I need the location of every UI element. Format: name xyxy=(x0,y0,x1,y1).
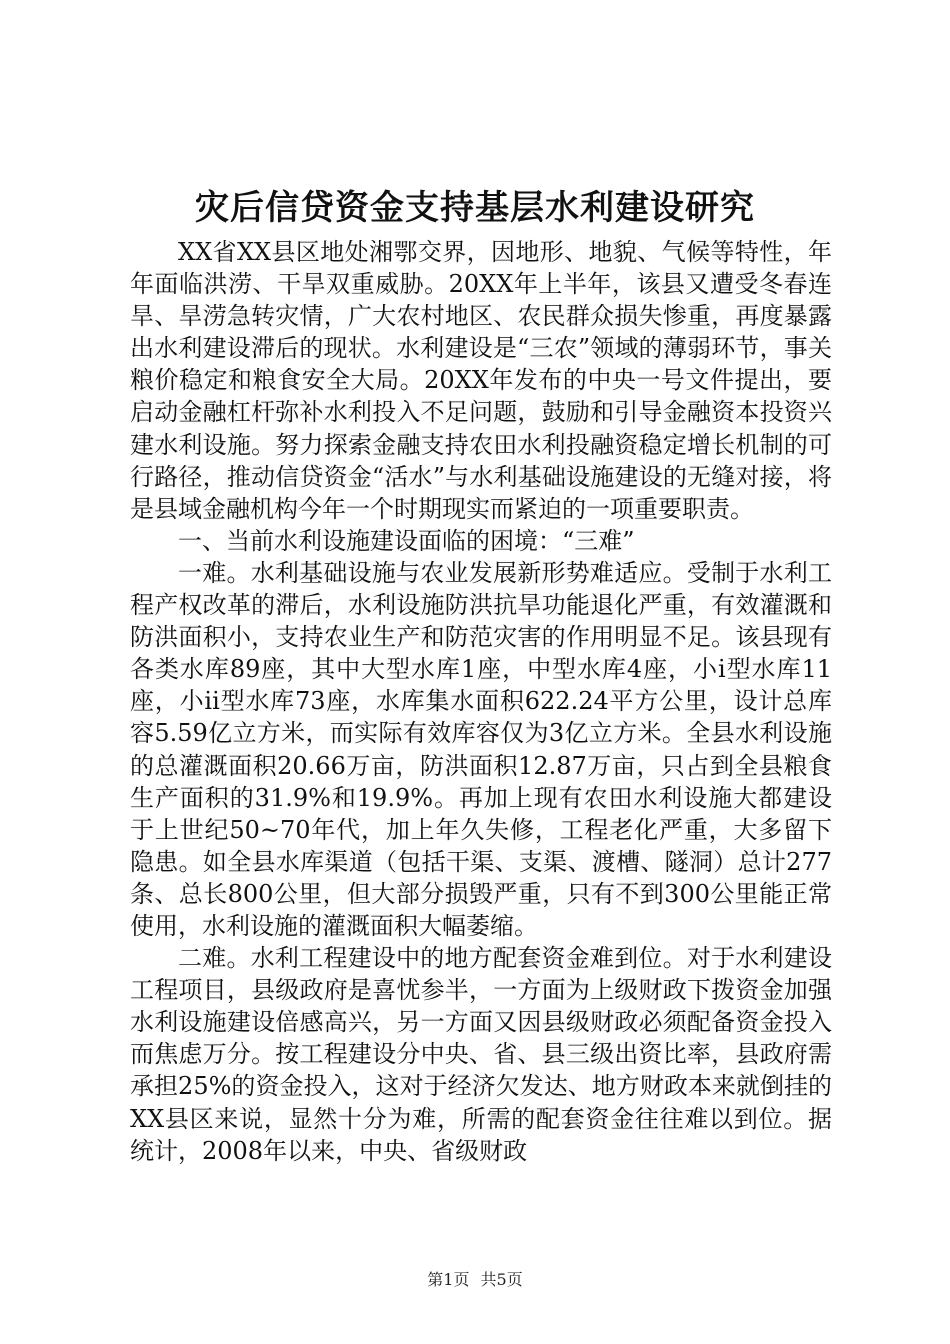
document-title: 灾后信贷资金支持基层水利建设研究 xyxy=(195,188,755,228)
paragraph-difficulty-one: 一难。水利基础设施与农业发展新形势难适应。受制于水利工程产权改革的滞后，水利设施防洪抗旱功能退化严重，有效灌溉和防洪面积小，支持农业生产和防范灾害的作用明显不足。该县现有各类水库89座，其中大型水库1座，中型水库4座，小i型水库11座，小ii型水库73座，水库集水面积622.24平方公里，设计总库容5.59亿立方米，而实际有效库容仅为3亿立方米。全县水利设施的总灌溉面积20.66万亩，防洪面积12.87万亩，只占到全县粮食生产面积的31.9%和19.9%。再加上现有农田水利设施大都建设于上世纪50~70年代，加上年久失修，工程老化严重，大多留下隐患。如全县水库渠道（包括干渠、支渠、渡槽、隧洞）总计277条、总长800公里，但大部分损毁严重，只有不到300公里能正常使用，水利设施的灌溉面积大幅萎缩。 xyxy=(130,558,832,940)
page-number: 第1页 xyxy=(427,1270,470,1289)
page-footer xyxy=(0,1270,950,1290)
document-body xyxy=(130,236,832,1167)
paragraph-difficulty-two: 二难。水利工程建设中的地方配套资金难到位。对于水利建设工程项目，县级政府是喜忧参半，一方面为上级财政下拨资金加强水利设施建设倍感高兴，另一方面又因县级财政必须配备资金投入而焦虑万分。按工程建设分中央、省、县三级出资比率，县政府需承担25%的资金投入，这对于经济欠发达、地方财政本来就倒挂的XX县区来说，显然十分为难，所需的配套资金往往难以到位。据统计，2008年以来，中央、省级财政 xyxy=(130,944,832,1165)
page-total: 共5页 xyxy=(480,1270,523,1289)
paragraph-intro: XX省XX县区地处湘鄂交界，因地形、地貌、气候等特性，年年面临洪涝、干旱双重威胁。20XX年上半年，该县又遭受冬春连旱、旱涝急转灾情，广大农村地区、农民群众损失惨重，再度暴露出水利建设滞后的现状。水利建设是“三农”领域的薄弱环节，事关粮价稳定和粮食安全大局。20XX年发布的中央一号文件提出，要启动金融杠杆弥补水利投入不足问题，鼓励和引导金融资本投资兴建水利设施。努力探索金融支持农田水利投融资稳定增长机制的可行路径，推动信贷资金“活水”与水利基础设施建设的无缝对接，将是县域金融机构今年一个时期现实而紧迫的一项重要职责。 xyxy=(130,238,832,523)
section-heading: 一、当前水利设施建设面临的困境：“三难” xyxy=(178,526,635,555)
